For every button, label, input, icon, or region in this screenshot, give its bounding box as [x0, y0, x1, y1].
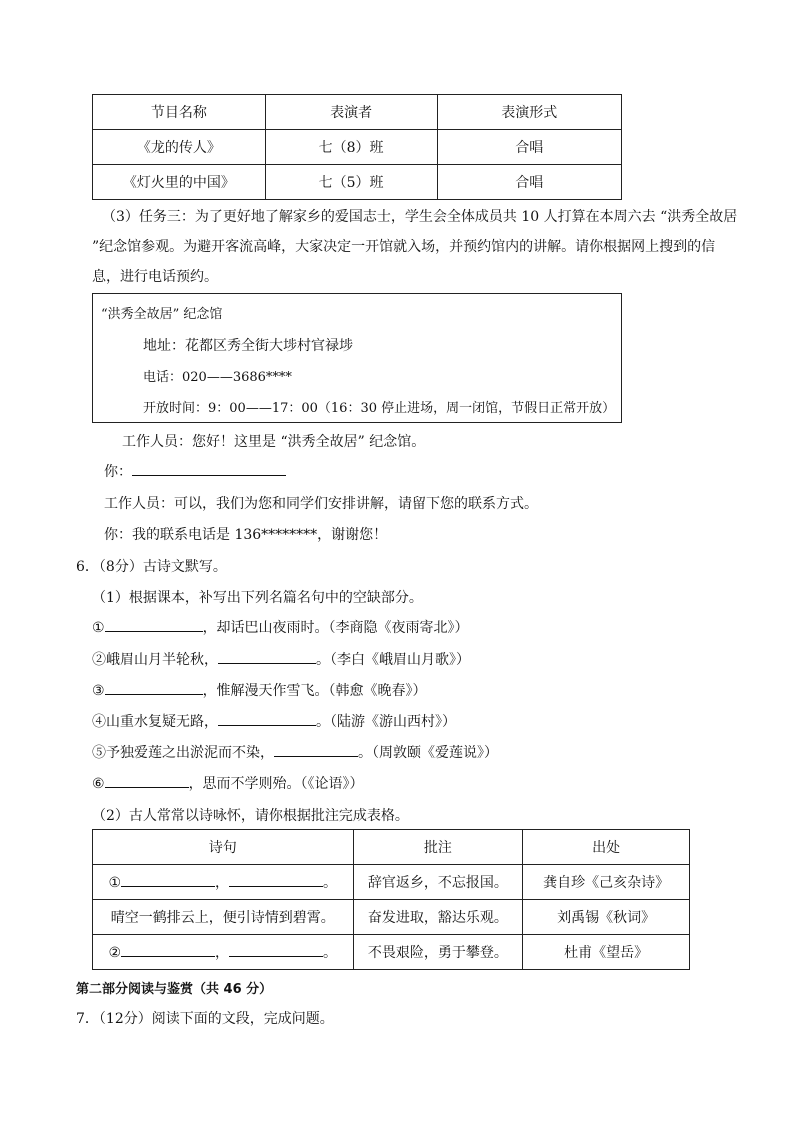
- answer-blank[interactable]: [132, 461, 286, 476]
- museum-address: 地址：花都区秀全街大埗村官禄埗: [143, 338, 353, 354]
- table-header-cell: 出处: [523, 830, 690, 865]
- table-header-cell: 表演形式: [437, 95, 622, 130]
- poem-prefix: ②: [108, 945, 122, 961]
- q6-item-5: [92, 742, 498, 762]
- dialogue-you-2: 你：我的联系电话是 136********，谢谢您！: [104, 527, 388, 543]
- q6-item-4: [92, 711, 456, 731]
- q6-item-6: [92, 773, 364, 793]
- museum-hours: 开放时间：9：00——17：00（16：30 停止进场，周一闭馆，节假日正常开放）: [143, 401, 616, 416]
- table-row: [93, 935, 690, 970]
- q6-item-1: [92, 617, 469, 637]
- source-cell: 龚自珍《己亥杂诗》: [523, 865, 690, 900]
- table-row: [93, 130, 622, 165]
- table-header-cell: 诗句: [93, 830, 354, 865]
- q6-item-post: ，惟解漫天作雪飞。（韩愈《晚春》）: [202, 683, 427, 699]
- q6-item-post: 。（周敦颐《爱莲说》）: [358, 745, 498, 761]
- dialogue-you-1-label: 你：: [104, 464, 132, 480]
- museum-phone: 电话：020——3686****: [143, 370, 292, 385]
- q6-sub2: （2）古人常常以诗咏怀，请你根据批注完成表格。: [92, 808, 409, 824]
- q6-item-post: ，却话巴山夜雨时。（李商隐《夜雨寄北》）: [202, 620, 469, 636]
- note-cell: 不畏艰险，勇于攀登。: [353, 935, 523, 970]
- table-header-row: [93, 95, 622, 130]
- museum-name: “洪秀全故居” 纪念馆: [101, 307, 223, 322]
- table-header-cell: 节目名称: [93, 95, 266, 130]
- answer-blank[interactable]: [218, 711, 316, 726]
- task3-line3: 息，进行电话预约。: [92, 269, 218, 285]
- source-cell: 杜甫《望岳》: [523, 935, 690, 970]
- q6-item-pre: ⑤予独爱莲之出淤泥而不染，: [92, 745, 274, 761]
- source-cell: 刘禹锡《秋词》: [523, 900, 690, 935]
- q6-title: 6．（8分）古诗文默写。: [76, 559, 227, 575]
- q7-title: 7．（12分）阅读下面的文段，完成问题。: [76, 1011, 334, 1027]
- answer-blank[interactable]: [229, 872, 323, 887]
- task3-line1: （3）任务三：为了更好地了解家乡的爱国志士，学生会全体成员共 10 人打算在本周六去 “洪秀全故居: [102, 209, 738, 225]
- table-cell: 七（5）班: [265, 165, 437, 200]
- dialogue-staff-2: 工作人员：可以，我们为您和同学们安排讲解，请留下您的联系方式。: [104, 496, 538, 512]
- performance-table: [92, 94, 622, 200]
- q6-item-post: 。（陆游《游山西村》）: [316, 714, 456, 730]
- answer-blank[interactable]: [121, 942, 215, 957]
- poem-table: [92, 829, 690, 970]
- poem-period: 。: [323, 875, 338, 891]
- section-2-heading: 第二部分阅读与鉴赏（共 46 分）: [76, 982, 273, 997]
- poem-cell: [93, 865, 354, 900]
- q6-item-pre: ②峨眉山月半轮秋，: [92, 652, 218, 668]
- poem-comma: ，: [215, 945, 230, 961]
- table-row: [93, 165, 622, 200]
- table-header-cell: 批注: [353, 830, 523, 865]
- note-cell: 奋发进取，豁达乐观。: [353, 900, 523, 935]
- museum-info-box: [92, 293, 622, 423]
- answer-blank[interactable]: [121, 872, 215, 887]
- q6-item-post: ，思而不学则殆。（《论语》）: [188, 776, 364, 792]
- answer-blank[interactable]: [229, 942, 323, 957]
- q6-sub1: （1）根据课本，补写出下列名篇名句中的空缺部分。: [92, 590, 423, 606]
- table-header-cell: 表演者: [265, 95, 437, 130]
- q6-item-3: [92, 680, 427, 700]
- table-cell: 七（8）班: [265, 130, 437, 165]
- answer-blank[interactable]: [274, 742, 358, 757]
- poem-comma: ，: [215, 875, 230, 891]
- answer-blank[interactable]: [105, 680, 203, 695]
- q6-item-pre: ⑥: [92, 776, 105, 792]
- table-header-row: [93, 830, 690, 865]
- table-row: [93, 900, 690, 935]
- table-cell: 合唱: [437, 130, 622, 165]
- poem-prefix: ①: [108, 875, 122, 891]
- note-cell: 辞官返乡，不忘报国。: [353, 865, 523, 900]
- table-row: [93, 865, 690, 900]
- dialogue-staff-1: 工作人员：您好！这里是 “洪秀全故居” 纪念馆。: [122, 434, 426, 450]
- answer-blank[interactable]: [218, 649, 316, 664]
- answer-blank[interactable]: [105, 773, 189, 788]
- dialogue-you-1: [104, 461, 286, 481]
- q6-item-pre: ③: [92, 683, 105, 699]
- answer-blank[interactable]: [105, 617, 203, 632]
- q6-item-post: 。（李白《峨眉山月歌》）: [316, 652, 470, 668]
- poem-cell: 晴空一鹤排云上，便引诗情到碧霄。: [93, 900, 354, 935]
- q6-item-pre: ④山重水复疑无路，: [92, 714, 218, 730]
- q6-item-2: [92, 649, 470, 669]
- poem-cell: [93, 935, 354, 970]
- table-cell: 《灯火里的中国》: [93, 165, 266, 200]
- table-cell: 合唱: [437, 165, 622, 200]
- q6-item-pre: ①: [92, 620, 105, 636]
- task3-line2: ”纪念馆参观。为避开客流高峰，大家决定一开馆就入场，并预约馆内的讲解。请你根据网上搜到的信: [92, 239, 716, 255]
- table-cell: 《龙的传人》: [93, 130, 266, 165]
- poem-period: 。: [323, 945, 338, 961]
